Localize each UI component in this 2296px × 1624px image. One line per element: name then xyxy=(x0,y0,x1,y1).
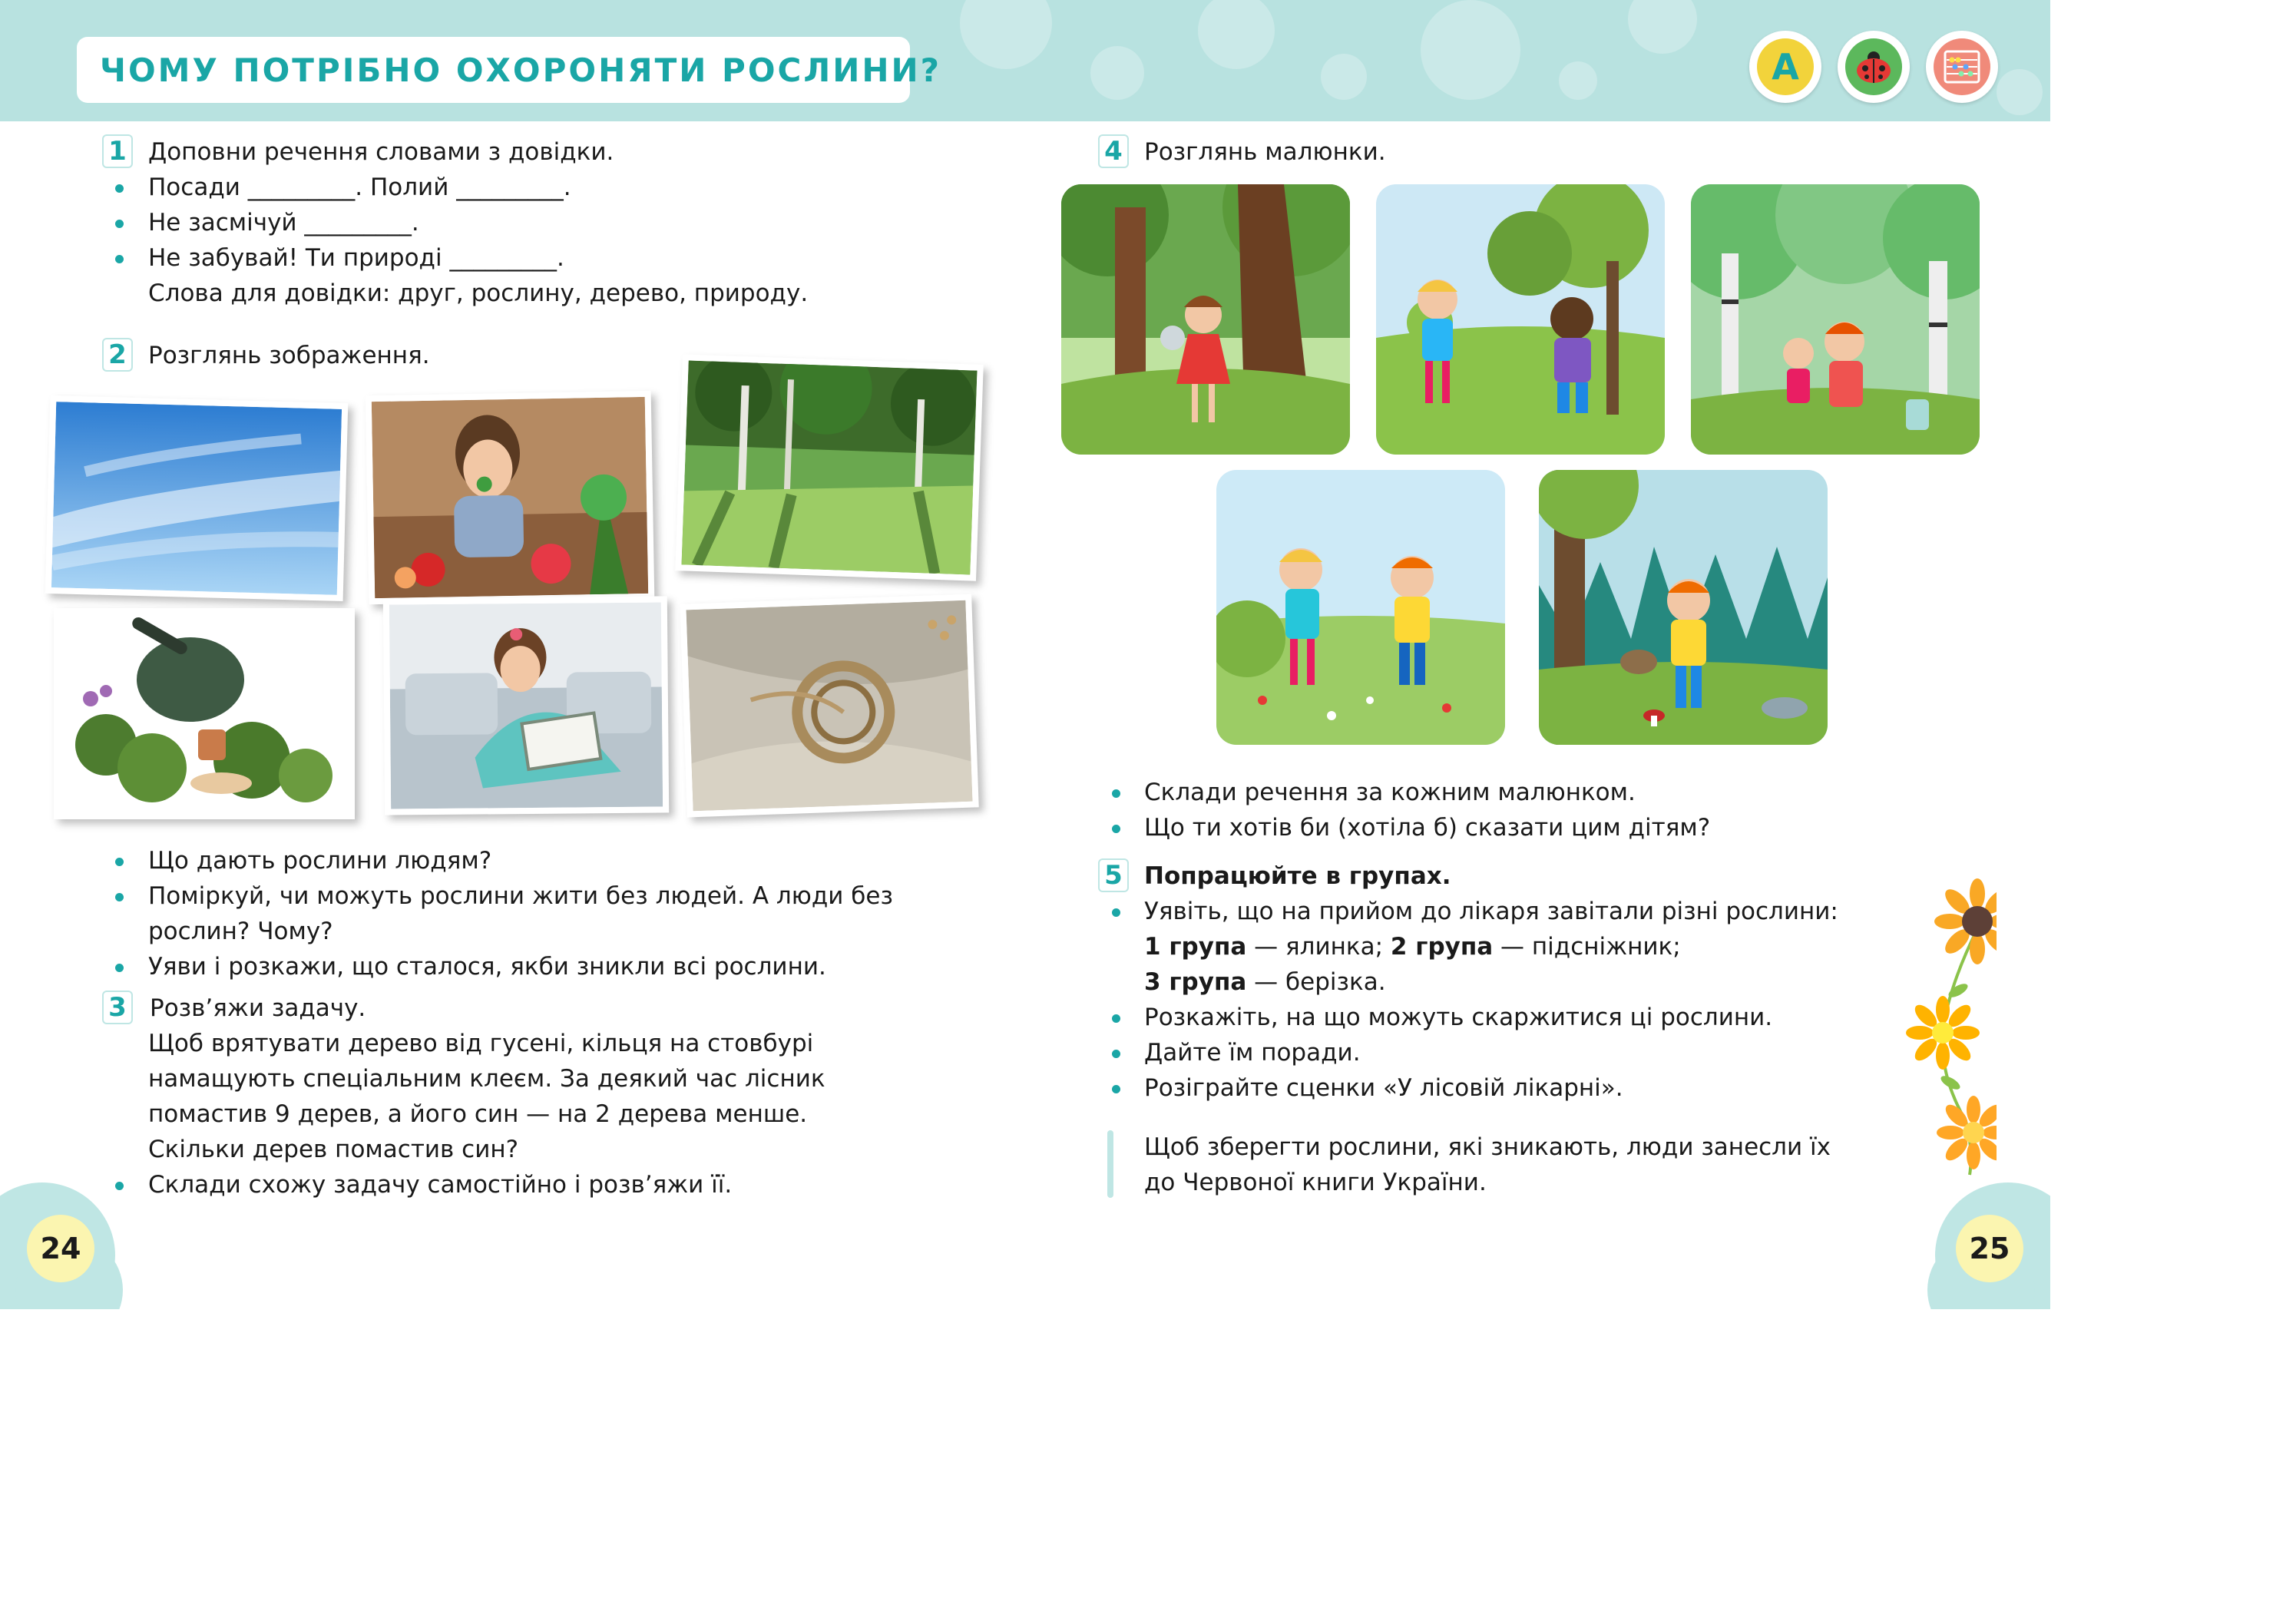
task-3-line-4: Скільки дерев помастив син? xyxy=(148,1136,519,1163)
task-4-number: 4 xyxy=(1098,134,1129,168)
bullet xyxy=(115,220,124,228)
task-1-bullet-1: Посади _________. Полий _________. xyxy=(148,174,571,201)
kids-birch-sap-illustration xyxy=(1691,184,1980,455)
task-4-title: Розглянь малюнки. xyxy=(1144,138,1386,166)
bullet xyxy=(115,184,124,193)
ladybug-icon-graphic xyxy=(1854,50,1894,84)
title-box xyxy=(77,37,942,103)
herbs-mortar-photo xyxy=(54,608,355,819)
group-3-text: — берізка. xyxy=(1246,968,1386,996)
flax-fiber-photo xyxy=(680,594,978,817)
bullet xyxy=(115,964,124,972)
task-5-group-3-line xyxy=(1144,964,1386,1000)
task-2-bullet-1: Що дають рослини людям? xyxy=(148,847,492,875)
task-3-bullet: Склади схожу задачу самостійно і розв’яжи її. xyxy=(148,1171,733,1199)
abacus-icon[interactable] xyxy=(1926,31,1998,103)
kids-in-meadow-illustration xyxy=(1216,470,1505,745)
page-title: ЧОМУ ПОТРІБНО ОХОРОНЯТИ РОСЛИНИ? xyxy=(100,51,942,89)
task-5-bullet-4: Розіграйте сценки «У лісовій лікарні». xyxy=(1144,1074,1623,1102)
ladybug-icon[interactable] xyxy=(1838,31,1910,103)
note-bar xyxy=(1107,1130,1113,1198)
task-1-bullet-3: Не забувай! Ти природі _________. xyxy=(148,244,564,272)
park-trees-photo xyxy=(675,354,984,581)
bullet xyxy=(1112,1014,1120,1023)
task-5-number: 5 xyxy=(1098,858,1129,892)
header-banner xyxy=(0,0,2050,121)
bullet xyxy=(115,1182,124,1190)
task-2-number: 2 xyxy=(102,338,133,372)
task-1-hint: Слова для довідки: друг, рослину, дерево, природу. xyxy=(148,279,809,307)
task-3-line-1: Щоб врятувати дерево від гусені, кільця на стовбурі xyxy=(148,1030,814,1057)
bullet xyxy=(115,893,124,901)
task-2-bullet-3: Уяви і розкажи, що сталося, якби зникли всі рослини. xyxy=(148,953,826,981)
task-4-bullet-1: Склади речення за кожним малюнком. xyxy=(1144,779,1636,806)
task-5-bullet-3: Дайте їм поради. xyxy=(1144,1039,1361,1067)
bullet xyxy=(1112,1050,1120,1058)
bullet xyxy=(115,858,124,866)
bullet xyxy=(1112,789,1120,798)
task-1-bullet-2: Не засмічуй _________. xyxy=(148,209,419,236)
group-2-label: 2 група xyxy=(1390,933,1494,961)
page-number-right: 25 xyxy=(1956,1215,2023,1282)
page-number-left: 24 xyxy=(27,1215,94,1282)
group-2-text: — підсніжник; xyxy=(1493,933,1681,961)
bullet xyxy=(1112,825,1120,833)
letter-a-label: А xyxy=(1757,38,1814,95)
sunflower-decoration-icon xyxy=(1904,875,1997,1182)
sky-photo xyxy=(45,395,349,601)
task-2-title: Розглянь зображення. xyxy=(148,342,430,369)
girl-eating-vegetables-photo xyxy=(366,391,655,604)
bullet xyxy=(1112,1085,1120,1093)
task-5-groups-line xyxy=(1144,929,1681,964)
task-1-title: Доповни речення словами з довідки. xyxy=(148,138,614,166)
girl-in-forest-illustration xyxy=(1061,184,1350,455)
task-3-number: 3 xyxy=(102,991,133,1024)
girl-reading-photo xyxy=(383,596,669,815)
task-4-bullet-2: Що ти хотів би (хотіла б) сказати цим дітям? xyxy=(1144,814,1711,842)
task-5-bullet-2: Розкажіть, на що можуть скаржитися ці рослини. xyxy=(1144,1004,1773,1031)
kids-breaking-branches-illustration xyxy=(1376,184,1665,455)
task-5-title: Попрацюйте в групах. xyxy=(1144,862,1451,890)
group-3-label: 3 група xyxy=(1144,968,1247,996)
bullet xyxy=(1112,908,1120,917)
bullet xyxy=(115,255,124,263)
group-1-label: 1 група xyxy=(1144,933,1247,961)
group-1-text: — ялинка; xyxy=(1246,933,1391,961)
task-1-number: 1 xyxy=(102,134,133,168)
letter-a-icon[interactable] xyxy=(1749,31,1821,103)
task-5-bullet-1: Уявіть, що на прийом до лікаря завітали різні рослини: xyxy=(1144,898,1838,925)
note-line-1: Щоб зберегти рослини, які зникають, люди занесли їх xyxy=(1144,1133,1831,1161)
abacus-icon-graphic xyxy=(1943,49,1981,84)
task-3-title: Розв’яжи задачу. xyxy=(150,994,366,1022)
note-line-2: до Червоної книги України. xyxy=(1144,1169,1487,1196)
task-3-line-2: намащують спеціальним клеєм. За деякий час лісник xyxy=(148,1065,825,1093)
task-2-bullet-2: Поміркуй, чи можуть рослини жити без людей. А люди без xyxy=(148,882,893,910)
task-3-line-3: помастив 9 дерев, а його син — на 2 дерева менше. xyxy=(148,1100,808,1128)
task-2-bullet-2-cont: рослин? Чому? xyxy=(148,918,333,945)
boy-picking-mushrooms-illustration xyxy=(1539,470,1828,745)
